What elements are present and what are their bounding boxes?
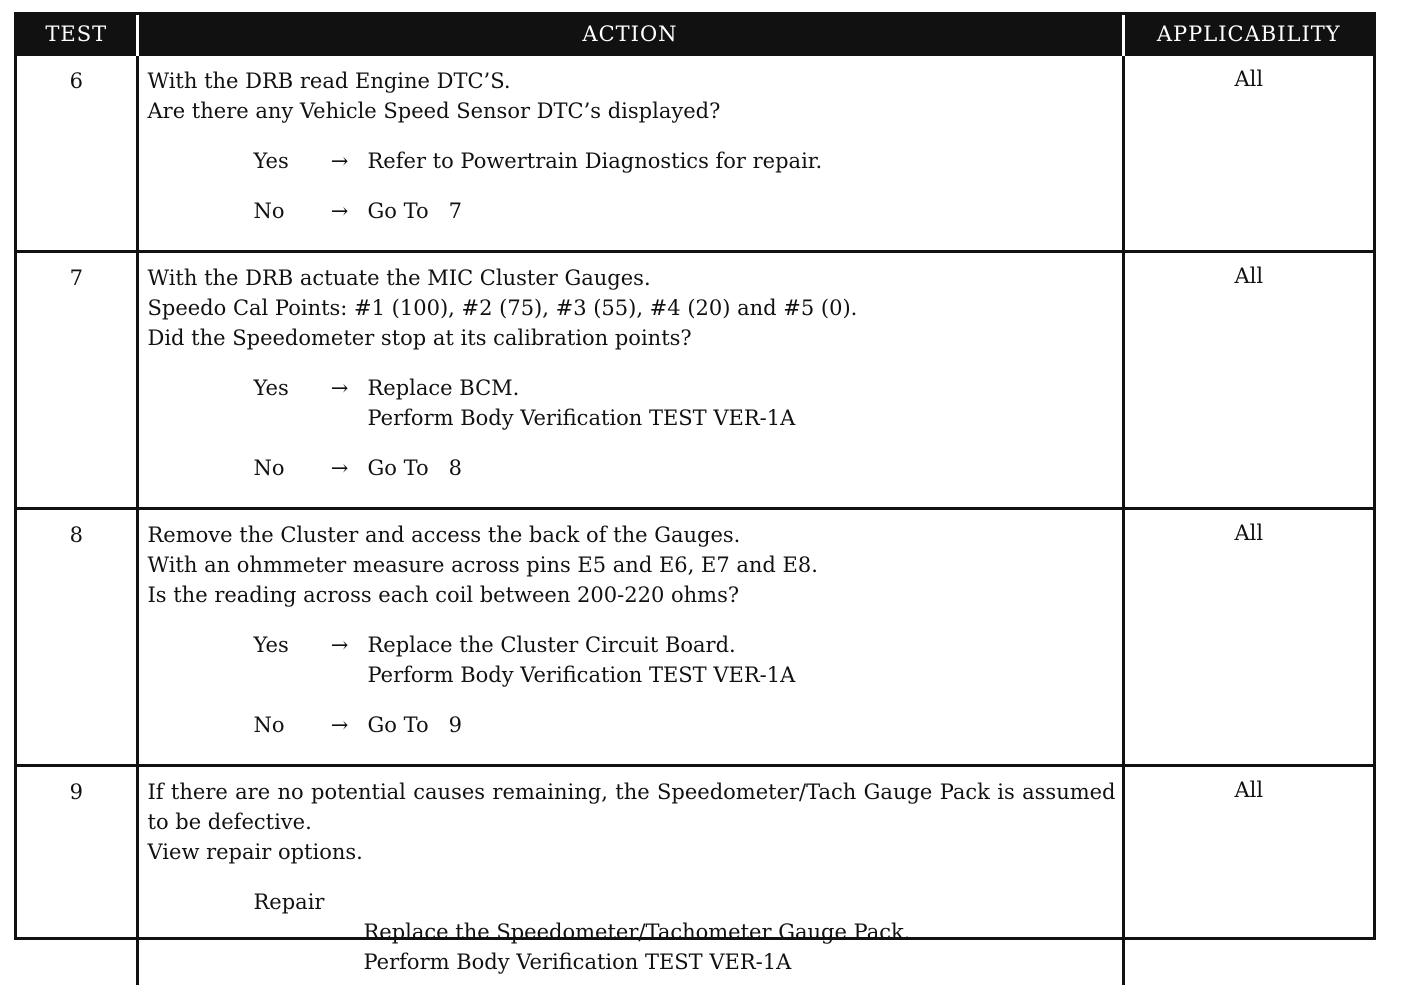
no-result: Go To 8 [368,453,463,483]
no-branch [148,710,1116,740]
yes-label: Yes [254,146,312,176]
applicability-value: All [1123,766,1373,985]
table-row-test-6 [17,55,1373,252]
action-cell [137,509,1123,766]
no-result: Go To 9 [368,710,463,740]
test-number: 9 [17,766,137,985]
applicability-value: All [1123,252,1373,509]
result-line: Refer to Powertrain Diagnostics for repair. [368,146,823,176]
branch-group [148,373,1116,483]
table-row-test-9 [17,766,1373,985]
action-line: With an ohmmeter measure across pins E5 and E6, E7 and E8. [148,550,1116,580]
repair-step: Replace the Speedometer/Tachometer Gauge Pack. [364,917,1116,947]
action-line: Is the reading across each coil between 200-220 ohms? [148,580,1116,610]
yes-result [368,373,796,433]
no-branch [148,453,1116,483]
table-header-row [17,15,1373,55]
applicability-value: All [1123,509,1373,766]
repair-steps [364,917,1116,977]
diagnostic-table [17,15,1373,985]
test-number: 6 [17,55,137,252]
result-line: Perform Body Verification TEST VER-1A [368,403,796,433]
action-cell [137,55,1123,252]
no-branch [148,196,1116,226]
action-cell [137,252,1123,509]
header-action: ACTION [137,15,1123,55]
action-line: With the DRB read Engine DTC’S. [148,66,1116,96]
applicability-value: All [1123,55,1373,252]
test-number: 8 [17,509,137,766]
arrow-icon: → [312,630,368,690]
result-line: Perform Body Verification TEST VER-1A [368,660,796,690]
yes-result [368,146,823,176]
action-line: With the DRB actuate the MIC Cluster Gauges. [148,263,1116,293]
yes-branch [148,146,1116,176]
arrow-icon: → [312,196,368,226]
repair-label: Repair [254,887,1116,917]
header-applicability: APPLICABILITY [1123,15,1373,55]
arrow-icon: → [312,710,368,740]
arrow-icon: → [312,146,368,176]
yes-branch [148,373,1116,433]
diagnostic-table-sheet [14,12,1376,940]
branch-group [148,630,1116,740]
yes-branch [148,630,1116,690]
action-paragraph: If there are no potential causes remaining, the Speedometer/Tach Gauge Pack is assumed to be defective. [148,777,1116,837]
no-label: No [254,453,312,483]
table-row-test-7 [17,252,1373,509]
result-line: Replace BCM. [368,373,796,403]
no-result: Go To 7 [368,196,463,226]
arrow-icon: → [312,373,368,433]
header-test: TEST [17,15,137,55]
no-label: No [254,196,312,226]
yes-result [368,630,796,690]
test-number: 7 [17,252,137,509]
action-line: Are there any Vehicle Speed Sensor DTC’s displayed? [148,96,1116,126]
table-row-test-8 [17,509,1373,766]
result-line: Replace the Cluster Circuit Board. [368,630,796,660]
action-line: Speedo Cal Points: #1 (100), #2 (75), #3 (55), #4 (20) and #5 (0). [148,293,1116,323]
arrow-icon: → [312,453,368,483]
branch-group [148,146,1116,226]
yes-label: Yes [254,630,312,690]
repair-step: Perform Body Verification TEST VER-1A [364,947,1116,977]
action-cell [137,766,1123,985]
action-line: View repair options. [148,837,1116,867]
action-line: Did the Speedometer stop at its calibration points? [148,323,1116,353]
no-label: No [254,710,312,740]
action-line: Remove the Cluster and access the back of the Gauges. [148,520,1116,550]
yes-label: Yes [254,373,312,433]
